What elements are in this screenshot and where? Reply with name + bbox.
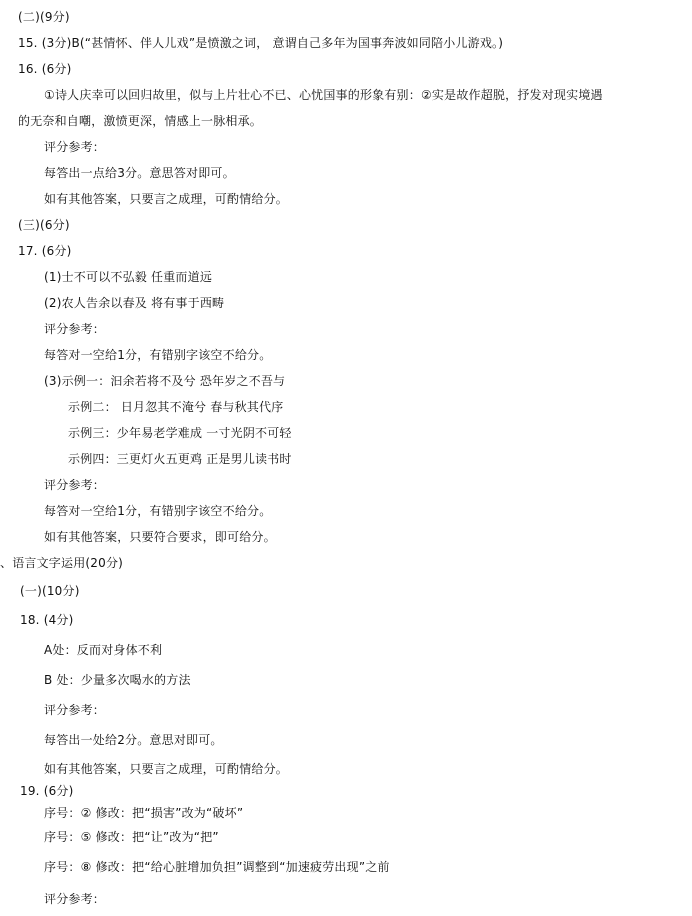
section-heading-1: (一)(10分)	[20, 584, 80, 598]
answer-q16-line-2: 的无奈和自嘲，激愤更深，情感上一脉相承。	[18, 114, 263, 128]
section-heading-3: (三)(6分)	[18, 218, 70, 232]
scoring-reference: 评分参考：	[44, 892, 106, 906]
answer-q17-3-example-3: 示例三：少年易老学难成 一寸光阴不可轻	[68, 426, 292, 440]
answer-q17-1: (1)士不可以不弘毅 任重而道远	[44, 270, 213, 284]
question-16-heading: 16. (6分)	[18, 62, 72, 76]
question-18-heading: 18. (4分)	[20, 613, 74, 627]
answer-q17-2: (2)农人告余以春及 将有事于西畴	[44, 296, 225, 310]
scoring-note: 如有其他答案，只要言之成理，可酌情给分。	[44, 192, 289, 206]
scoring-note: 每答对一空给1分，有错别字该空不给分。	[44, 504, 272, 518]
scoring-reference: 评分参考：	[44, 703, 106, 717]
scoring-reference: 评分参考：	[44, 140, 106, 154]
scoring-note: 每答对一空给1分，有错别字该空不给分。	[44, 348, 272, 362]
answer-q19-item-5: 序号：⑤ 修改：把“让”改为“把”	[44, 830, 219, 844]
answer-q17-3-example-2: 示例二： 日月忽其不淹兮 春与秋其代序	[68, 400, 284, 414]
scoring-note: 如有其他答案，只要言之成理，可酌情给分。	[44, 762, 289, 776]
answer-q18-b: B 处：少量多次喝水的方法	[44, 673, 191, 687]
scoring-reference: 评分参考：	[44, 322, 106, 336]
scoring-note: 每答出一点给3分。意思答对即可。	[44, 166, 235, 180]
question-17-heading: 17. (6分)	[18, 244, 72, 258]
answer-q15: 15. (3分)B(“甚情怀、伴人儿戏”是愤激之词， 意谓自己多年为国事奔波如同陪小儿游戏。)	[18, 36, 504, 50]
scoring-note: 如有其他答案，只要符合要求，即可给分。	[44, 530, 276, 544]
scoring-reference: 评分参考：	[44, 478, 106, 492]
section-heading-2: (二)(9分)	[18, 10, 70, 24]
answer-q19-item-2: 序号：② 修改：把“损害”改为“破坏”	[44, 806, 244, 820]
part-heading-language-use: 、语言文字运用(20分)	[0, 556, 124, 570]
answer-q19-item-8: 序号：⑧ 修改：把“给心脏增加负担”调整到“加速疲劳出现”之前	[44, 860, 390, 874]
question-19-heading: 19. (6分)	[20, 784, 74, 798]
answer-q18-a: A处：反而对身体不利	[44, 643, 163, 657]
answer-q17-3-example-4: 示例四：三更灯火五更鸡 正是男儿读书时	[68, 452, 292, 466]
answer-q16-line-1: ①诗人庆幸可以回归故里，似与上片壮心不已、心忧国事的形象有别：②实是故作超脱，抒发对现实境遇	[44, 88, 603, 102]
scoring-note: 每答出一处给2分。意思对即可。	[44, 733, 223, 747]
answer-q17-3-example-1: (3)示例一：汩余若将不及兮 恐年岁之不吾与	[44, 374, 286, 388]
